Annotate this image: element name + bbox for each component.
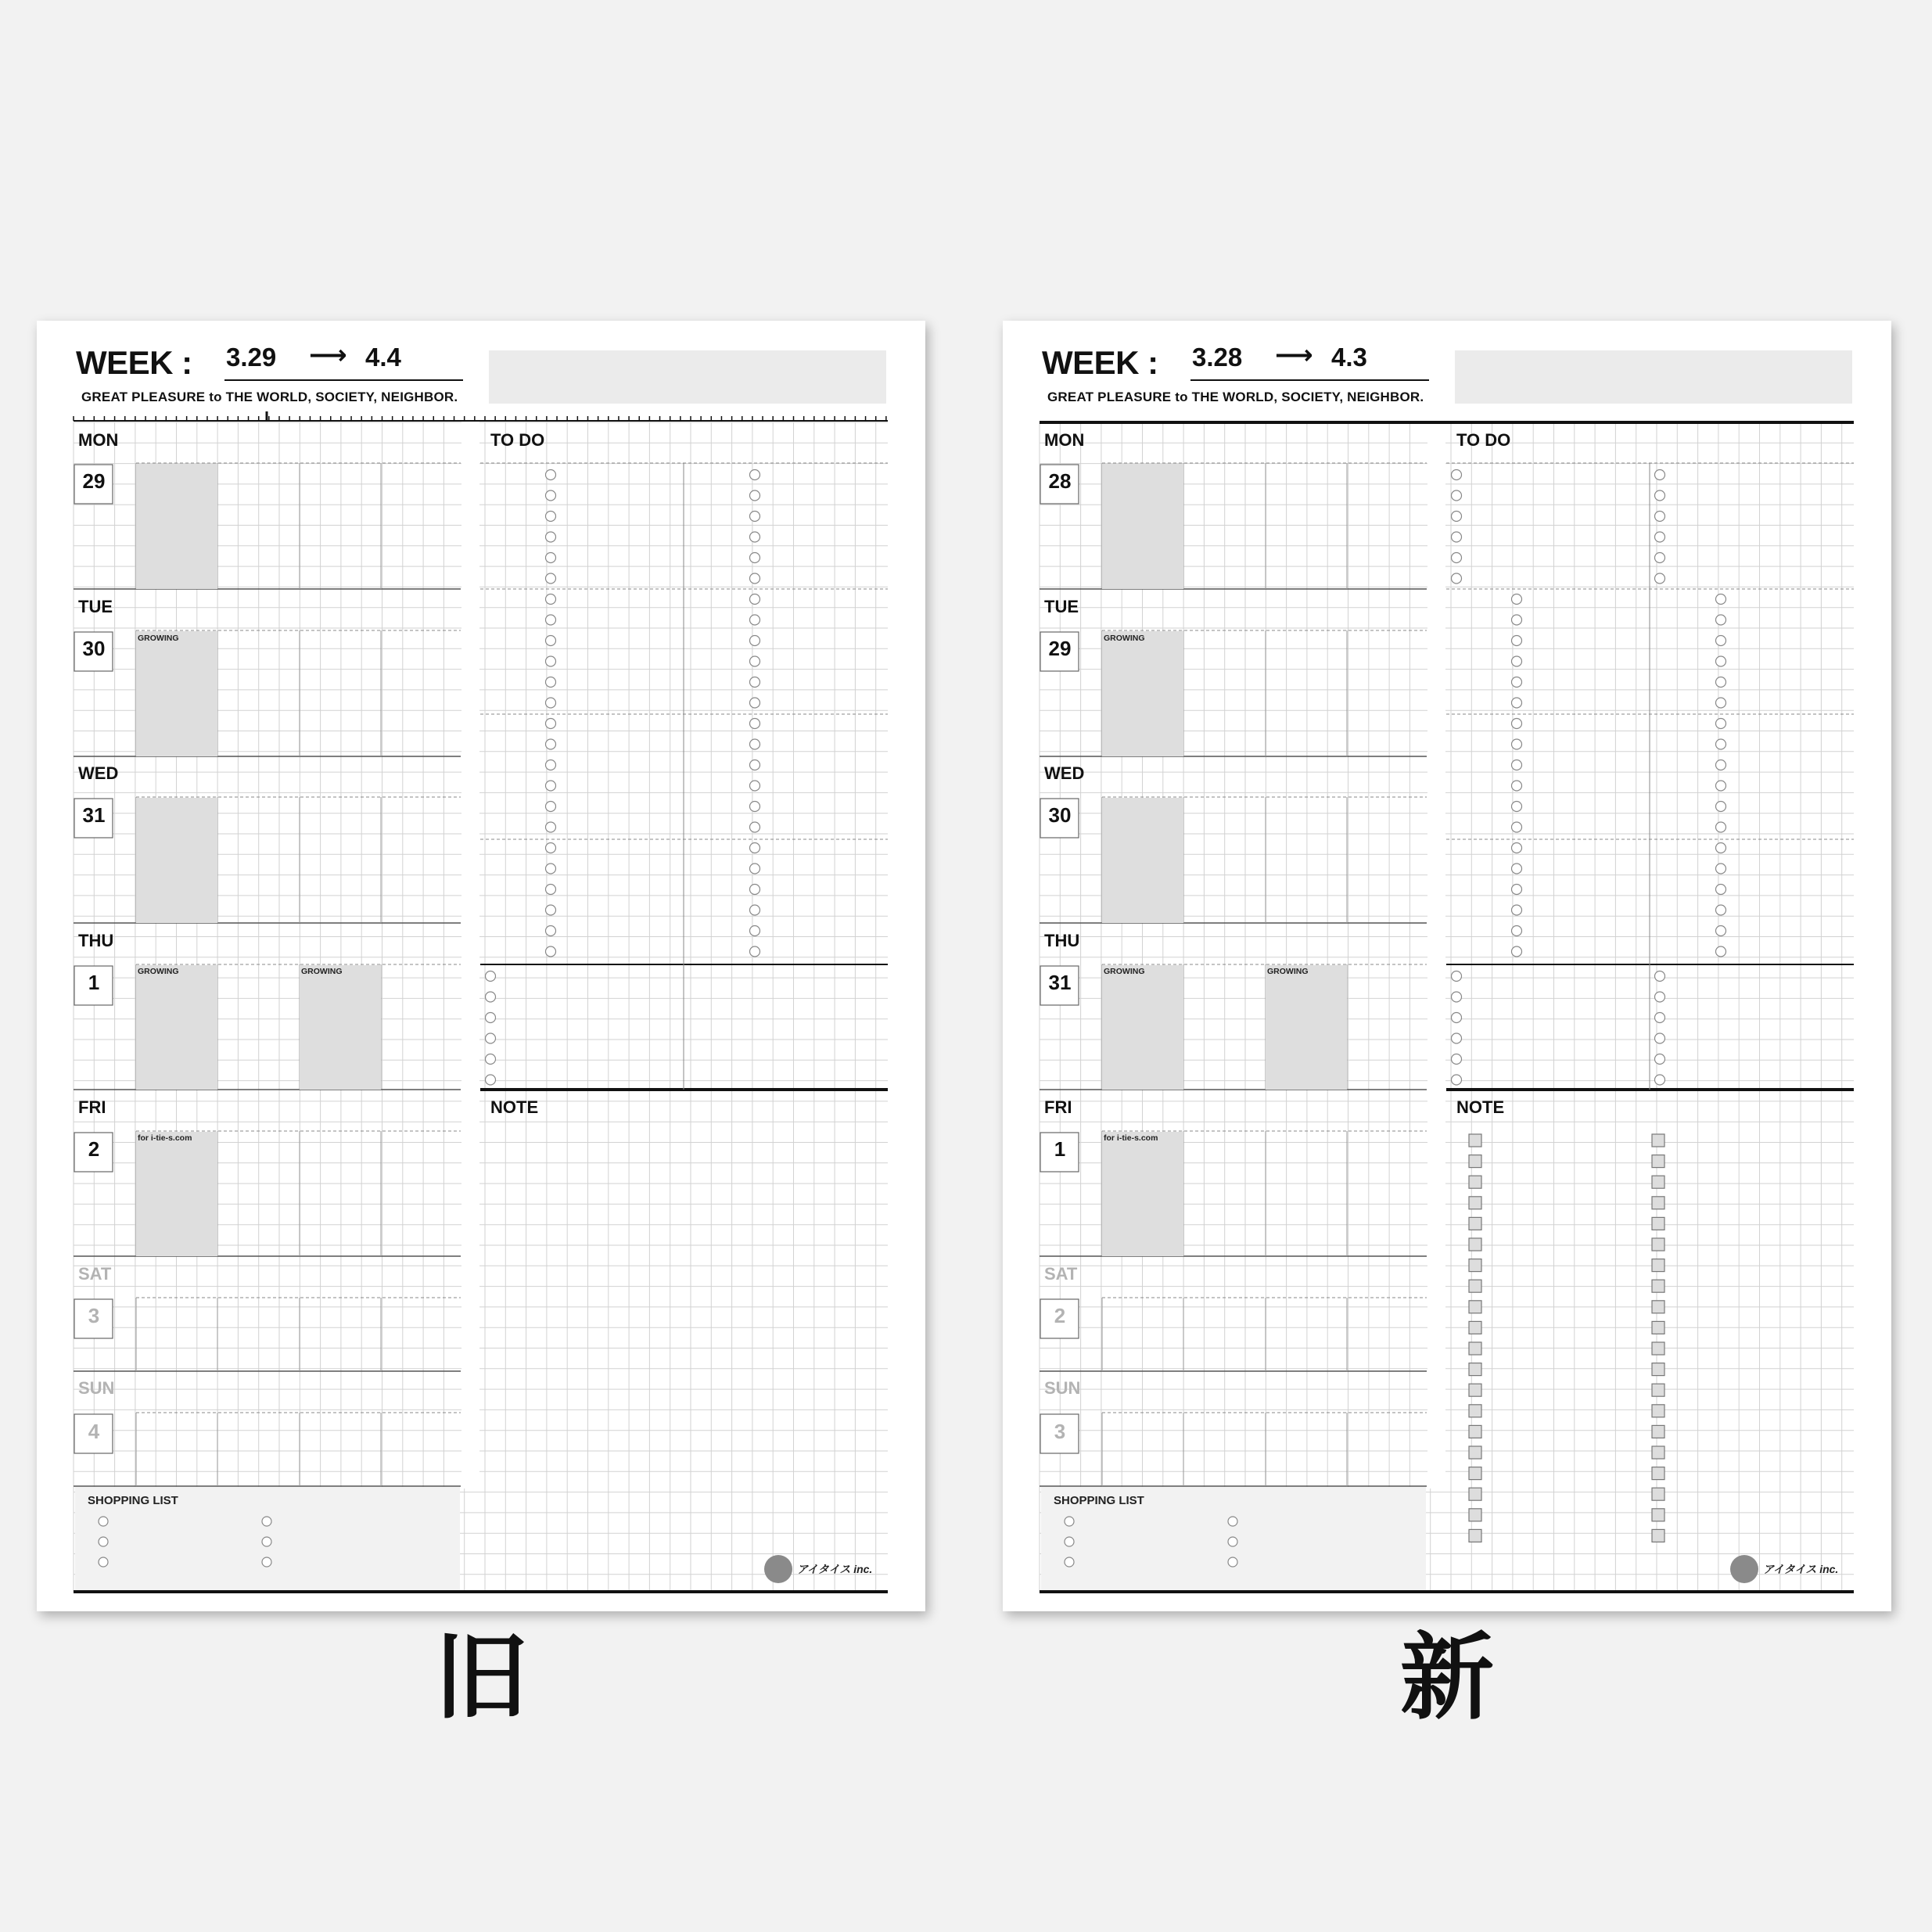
company-logo bbox=[764, 1555, 872, 1583]
todo-checkbox-circle bbox=[546, 781, 556, 791]
todo-checkbox-circle bbox=[1512, 781, 1522, 791]
shaded-block bbox=[136, 631, 217, 756]
todo-checkbox-circle bbox=[546, 739, 556, 749]
week-label: WEEK : bbox=[76, 344, 192, 381]
checkbox-circle bbox=[262, 1557, 271, 1567]
note-checkbox-square bbox=[1469, 1446, 1481, 1459]
note-checkbox-square bbox=[1469, 1217, 1481, 1230]
note-checkbox-square bbox=[1652, 1238, 1664, 1251]
planner-sheet-new bbox=[1003, 321, 1891, 1611]
todo-checkbox-circle bbox=[1655, 1033, 1665, 1043]
todo-checkbox-circle bbox=[546, 719, 556, 729]
day-name-wed: WED bbox=[1044, 763, 1085, 783]
planner-grid bbox=[37, 321, 925, 1611]
note-label: NOTE bbox=[490, 1097, 539, 1117]
note-checkbox-square bbox=[1469, 1509, 1481, 1521]
todo-checkbox-circle bbox=[1716, 636, 1726, 646]
todo-checkbox-circle bbox=[1452, 490, 1462, 501]
todo-checkbox-circle bbox=[1655, 1054, 1665, 1065]
todo-checkbox-circle bbox=[1716, 656, 1726, 666]
todo-checkbox-circle bbox=[1512, 760, 1522, 770]
todo-checkbox-circle bbox=[1512, 843, 1522, 853]
todo-checkbox-circle bbox=[1716, 885, 1726, 895]
checkbox-circle bbox=[1228, 1557, 1237, 1567]
todo-checkbox-circle bbox=[750, 594, 760, 605]
note-checkbox-square bbox=[1652, 1488, 1664, 1500]
todo-checkbox-circle bbox=[750, 946, 760, 957]
note-checkbox-square bbox=[1469, 1384, 1481, 1396]
note-checkbox-square bbox=[1469, 1176, 1481, 1188]
todo-checkbox-circle bbox=[750, 677, 760, 688]
todo-checkbox-circle bbox=[546, 532, 556, 542]
note-checkbox-square bbox=[1652, 1529, 1664, 1542]
note-checkbox-square bbox=[1652, 1425, 1664, 1438]
day-name-fri: FRI bbox=[78, 1097, 106, 1117]
week-end-date: 4.4 bbox=[365, 343, 401, 372]
checkbox-circle bbox=[1065, 1517, 1074, 1526]
todo-checkbox-circle bbox=[1716, 905, 1726, 915]
todo-checkbox-circle bbox=[1716, 594, 1726, 605]
shaded-block bbox=[136, 464, 217, 589]
todo-label: TO DO bbox=[1456, 430, 1511, 450]
todo-checkbox-circle bbox=[546, 822, 556, 832]
todo-checkbox-circle bbox=[1512, 802, 1522, 812]
todo-checkbox-circle bbox=[546, 677, 556, 688]
todo-checkbox-circle bbox=[750, 532, 760, 542]
note-checkbox-square bbox=[1652, 1217, 1664, 1230]
day-date-tue: 29 bbox=[1048, 637, 1072, 660]
logo-mark-icon bbox=[764, 1555, 792, 1583]
shaded-block bbox=[1102, 798, 1183, 923]
todo-checkbox-circle bbox=[1512, 926, 1522, 936]
day-date-tue: 30 bbox=[82, 637, 106, 660]
week-start-date: 3.28 bbox=[1192, 343, 1243, 372]
week-end-date: 4.3 bbox=[1331, 343, 1367, 372]
arrow-icon: ⟶ bbox=[1275, 340, 1313, 370]
todo-checkbox-circle bbox=[1512, 822, 1522, 832]
todo-checkbox-circle bbox=[1655, 553, 1665, 563]
note-checkbox-square bbox=[1469, 1155, 1481, 1168]
todo-checkbox-circle bbox=[1452, 992, 1462, 1002]
todo-checkbox-circle bbox=[750, 781, 760, 791]
note-checkbox-square bbox=[1469, 1301, 1481, 1313]
note-checkbox-square bbox=[1469, 1259, 1481, 1272]
slogan: GREAT PLEASURE to THE WORLD, SOCIETY, NEIGHBOR. bbox=[81, 390, 458, 404]
todo-checkbox-circle bbox=[750, 905, 760, 915]
todo-checkbox-circle bbox=[750, 843, 760, 853]
checkbox-circle bbox=[1228, 1537, 1237, 1546]
day-date-sun: 3 bbox=[1054, 1420, 1066, 1443]
note-checkbox-square bbox=[1652, 1467, 1664, 1480]
day-name-sun: SUN bbox=[78, 1378, 115, 1398]
todo-checkbox-circle bbox=[546, 512, 556, 522]
note-checkbox-square bbox=[1652, 1155, 1664, 1168]
todo-checkbox-circle bbox=[750, 470, 760, 480]
todo-checkbox-circle bbox=[750, 490, 760, 501]
note-checkbox-square bbox=[1652, 1321, 1664, 1334]
note-checkbox-square bbox=[1469, 1467, 1481, 1480]
todo-checkbox-circle bbox=[1512, 594, 1522, 605]
todo-checkbox-circle bbox=[486, 1054, 496, 1065]
shaded-block bbox=[1102, 464, 1183, 589]
day-date-fri: 2 bbox=[88, 1137, 100, 1161]
todo-checkbox-circle bbox=[546, 636, 556, 646]
checkbox-circle bbox=[1065, 1537, 1074, 1546]
todo-checkbox-circle bbox=[750, 802, 760, 812]
todo-checkbox-circle bbox=[750, 822, 760, 832]
note-checkbox-square bbox=[1469, 1529, 1481, 1542]
note-checkbox-square bbox=[1469, 1197, 1481, 1209]
todo-checkbox-circle bbox=[750, 636, 760, 646]
note-checkbox-square bbox=[1469, 1238, 1481, 1251]
note-checkbox-square bbox=[1652, 1384, 1664, 1396]
checkbox-circle bbox=[1065, 1557, 1074, 1567]
todo-checkbox-circle bbox=[1512, 719, 1522, 729]
todo-checkbox-circle bbox=[546, 573, 556, 584]
todo-checkbox-circle bbox=[546, 594, 556, 605]
day-name-tue: TUE bbox=[78, 597, 113, 616]
todo-checkbox-circle bbox=[1655, 1013, 1665, 1023]
todo-checkbox-circle bbox=[1716, 926, 1726, 936]
day-name-mon: MON bbox=[1044, 430, 1085, 450]
todo-checkbox-circle bbox=[1512, 864, 1522, 874]
note-checkbox-square bbox=[1652, 1509, 1664, 1521]
todo-checkbox-circle bbox=[486, 1075, 496, 1085]
planner-sheet-old bbox=[37, 321, 925, 1611]
checkbox-circle bbox=[99, 1517, 108, 1526]
todo-checkbox-circle bbox=[750, 926, 760, 936]
day-date-sat: 3 bbox=[88, 1304, 100, 1327]
note-checkbox-square bbox=[1469, 1280, 1481, 1292]
shopping-list-label: SHOPPING LIST bbox=[1054, 1494, 1144, 1507]
day-name-tue: TUE bbox=[1044, 597, 1079, 616]
week-start-date: 3.29 bbox=[226, 343, 277, 372]
shaded-block bbox=[1102, 631, 1183, 756]
growing-tag: GROWING bbox=[1104, 634, 1145, 643]
note-checkbox-square bbox=[1652, 1446, 1664, 1459]
todo-checkbox-circle bbox=[1655, 992, 1665, 1002]
week-label: WEEK : bbox=[1042, 344, 1158, 381]
shaded-block bbox=[136, 798, 217, 923]
website-tag: for i-tie-s.com bbox=[1104, 1133, 1158, 1143]
todo-checkbox-circle bbox=[1655, 971, 1665, 982]
todo-checkbox-circle bbox=[1452, 553, 1462, 563]
column-gap bbox=[1427, 421, 1445, 1489]
day-date-thu: 1 bbox=[88, 971, 100, 994]
day-name-sat: SAT bbox=[1044, 1264, 1078, 1284]
day-name-thu: THU bbox=[78, 931, 114, 950]
day-name-thu: THU bbox=[1044, 931, 1080, 950]
todo-checkbox-circle bbox=[750, 656, 760, 666]
todo-checkbox-circle bbox=[1716, 677, 1726, 688]
day-date-sat: 2 bbox=[1054, 1304, 1066, 1327]
note-label: NOTE bbox=[1456, 1097, 1505, 1117]
shaded-block bbox=[136, 1132, 217, 1256]
note-checkbox-square bbox=[1652, 1405, 1664, 1417]
todo-checkbox-circle bbox=[1716, 946, 1726, 957]
todo-checkbox-circle bbox=[1655, 573, 1665, 584]
day-date-fri: 1 bbox=[1054, 1137, 1066, 1161]
logo-text: アイタイス inc. bbox=[797, 1563, 873, 1575]
todo-checkbox-circle bbox=[1512, 946, 1522, 957]
checkbox-circle bbox=[1228, 1517, 1237, 1526]
todo-checkbox-circle bbox=[1655, 470, 1665, 480]
todo-checkbox-circle bbox=[1716, 615, 1726, 625]
todo-label: TO DO bbox=[490, 430, 545, 450]
shaded-block bbox=[300, 965, 381, 1090]
note-checkbox-square bbox=[1652, 1134, 1664, 1147]
shaded-block bbox=[1102, 965, 1183, 1090]
todo-checkbox-circle bbox=[1716, 739, 1726, 749]
todo-checkbox-circle bbox=[1452, 1054, 1462, 1065]
todo-checkbox-circle bbox=[750, 553, 760, 563]
todo-checkbox-circle bbox=[546, 946, 556, 957]
todo-checkbox-circle bbox=[1452, 1075, 1462, 1085]
note-checkbox-square bbox=[1469, 1134, 1481, 1147]
todo-checkbox-circle bbox=[750, 698, 760, 708]
day-date-mon: 28 bbox=[1048, 469, 1072, 493]
todo-checkbox-circle bbox=[750, 512, 760, 522]
todo-checkbox-circle bbox=[546, 470, 556, 480]
shaded-block bbox=[1102, 1132, 1183, 1256]
todo-checkbox-circle bbox=[1512, 739, 1522, 749]
day-date-mon: 29 bbox=[82, 469, 106, 493]
todo-checkbox-circle bbox=[1716, 802, 1726, 812]
day-date-thu: 31 bbox=[1048, 971, 1072, 994]
todo-checkbox-circle bbox=[1512, 885, 1522, 895]
note-checkbox-square bbox=[1469, 1321, 1481, 1334]
todo-checkbox-circle bbox=[546, 905, 556, 915]
todo-checkbox-circle bbox=[750, 739, 760, 749]
todo-checkbox-circle bbox=[1452, 470, 1462, 480]
todo-checkbox-circle bbox=[1512, 656, 1522, 666]
todo-checkbox-circle bbox=[1716, 822, 1726, 832]
checkbox-circle bbox=[99, 1537, 108, 1546]
todo-checkbox-circle bbox=[1716, 760, 1726, 770]
growing-tag: GROWING bbox=[138, 634, 179, 643]
todo-checkbox-circle bbox=[546, 802, 556, 812]
day-name-fri: FRI bbox=[1044, 1097, 1072, 1117]
note-checkbox-square bbox=[1652, 1176, 1664, 1188]
caption-new: 新 bbox=[1400, 1625, 1494, 1730]
checkbox-circle bbox=[262, 1517, 271, 1526]
caption-old: 旧 bbox=[434, 1625, 528, 1730]
day-name-sat: SAT bbox=[78, 1264, 112, 1284]
todo-checkbox-circle bbox=[1512, 905, 1522, 915]
note-checkbox-square bbox=[1469, 1363, 1481, 1376]
day-name-sun: SUN bbox=[1044, 1378, 1081, 1398]
todo-checkbox-circle bbox=[546, 698, 556, 708]
memo-box bbox=[489, 350, 886, 404]
todo-checkbox-circle bbox=[750, 719, 760, 729]
todo-checkbox-circle bbox=[1452, 1013, 1462, 1023]
todo-checkbox-circle bbox=[1716, 843, 1726, 853]
todo-checkbox-circle bbox=[750, 573, 760, 584]
todo-checkbox-circle bbox=[1452, 1033, 1462, 1043]
todo-checkbox-circle bbox=[486, 1013, 496, 1023]
growing-tag: GROWING bbox=[1104, 967, 1145, 976]
shopping-list-label: SHOPPING LIST bbox=[88, 1494, 178, 1507]
todo-checkbox-circle bbox=[1655, 1075, 1665, 1085]
todo-checkbox-circle bbox=[1512, 677, 1522, 688]
todo-checkbox-circle bbox=[486, 992, 496, 1002]
day-name-mon: MON bbox=[78, 430, 119, 450]
shaded-block bbox=[136, 965, 217, 1090]
todo-checkbox-circle bbox=[1452, 532, 1462, 542]
todo-checkbox-circle bbox=[750, 864, 760, 874]
checkbox-circle bbox=[99, 1557, 108, 1567]
todo-checkbox-circle bbox=[546, 656, 556, 666]
company-logo bbox=[1730, 1555, 1838, 1583]
website-tag: for i-tie-s.com bbox=[138, 1133, 192, 1143]
todo-checkbox-circle bbox=[546, 760, 556, 770]
column-gap bbox=[461, 421, 479, 1489]
checkbox-circle bbox=[262, 1537, 271, 1546]
arrow-icon: ⟶ bbox=[309, 340, 347, 370]
todo-checkbox-circle bbox=[1716, 719, 1726, 729]
todo-checkbox-circle bbox=[546, 885, 556, 895]
todo-checkbox-circle bbox=[486, 971, 496, 982]
todo-checkbox-circle bbox=[1655, 532, 1665, 542]
logo-text: アイタイス inc. bbox=[1763, 1563, 1839, 1575]
todo-checkbox-circle bbox=[486, 1033, 496, 1043]
day-date-wed: 30 bbox=[1048, 803, 1072, 827]
note-checkbox-square bbox=[1469, 1342, 1481, 1355]
todo-checkbox-circle bbox=[546, 926, 556, 936]
planner-grid bbox=[1003, 321, 1891, 1611]
growing-tag: GROWING bbox=[301, 967, 343, 976]
note-checkbox-square bbox=[1652, 1197, 1664, 1209]
todo-checkbox-circle bbox=[1452, 573, 1462, 584]
todo-checkbox-circle bbox=[546, 553, 556, 563]
day-name-wed: WED bbox=[78, 763, 119, 783]
todo-checkbox-circle bbox=[1716, 698, 1726, 708]
todo-checkbox-circle bbox=[1512, 615, 1522, 625]
todo-checkbox-circle bbox=[1716, 781, 1726, 791]
todo-checkbox-circle bbox=[1512, 636, 1522, 646]
todo-checkbox-circle bbox=[750, 615, 760, 625]
note-checkbox-square bbox=[1652, 1363, 1664, 1376]
logo-mark-icon bbox=[1730, 1555, 1758, 1583]
growing-tag: GROWING bbox=[138, 967, 179, 976]
todo-checkbox-circle bbox=[546, 490, 556, 501]
note-checkbox-square bbox=[1652, 1301, 1664, 1313]
todo-checkbox-circle bbox=[1716, 864, 1726, 874]
note-checkbox-square bbox=[1652, 1280, 1664, 1292]
todo-checkbox-circle bbox=[1655, 490, 1665, 501]
day-date-wed: 31 bbox=[82, 803, 106, 827]
note-checkbox-square bbox=[1469, 1425, 1481, 1438]
memo-box bbox=[1455, 350, 1852, 404]
todo-checkbox-circle bbox=[1452, 971, 1462, 982]
note-checkbox-square bbox=[1469, 1488, 1481, 1500]
note-checkbox-square bbox=[1652, 1342, 1664, 1355]
todo-checkbox-circle bbox=[750, 760, 760, 770]
todo-checkbox-circle bbox=[1452, 512, 1462, 522]
note-checkbox-square bbox=[1652, 1259, 1664, 1272]
todo-checkbox-circle bbox=[1655, 512, 1665, 522]
shaded-block bbox=[1266, 965, 1347, 1090]
growing-tag: GROWING bbox=[1267, 967, 1309, 976]
todo-checkbox-circle bbox=[546, 615, 556, 625]
todo-checkbox-circle bbox=[1512, 698, 1522, 708]
slogan: GREAT PLEASURE to THE WORLD, SOCIETY, NEIGHBOR. bbox=[1047, 390, 1424, 404]
todo-checkbox-circle bbox=[546, 864, 556, 874]
todo-checkbox-circle bbox=[546, 843, 556, 853]
todo-checkbox-circle bbox=[750, 885, 760, 895]
note-checkbox-square bbox=[1469, 1405, 1481, 1417]
day-date-sun: 4 bbox=[88, 1420, 100, 1443]
